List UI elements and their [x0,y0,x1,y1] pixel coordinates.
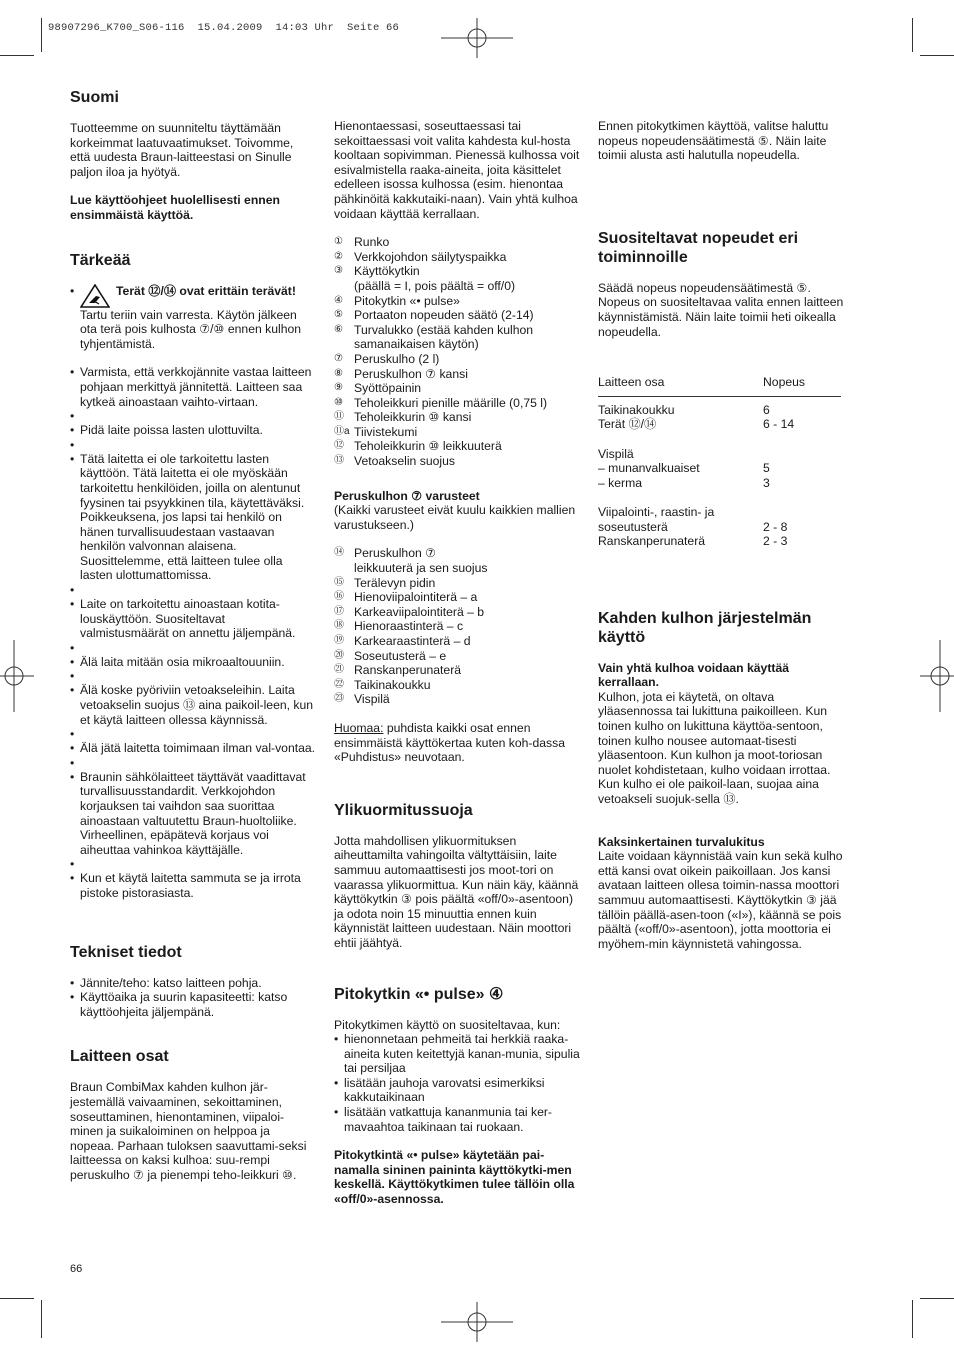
list-item: ㉑ Ranskanperunaterä [334,663,462,678]
list-item: ⑰ Karkeaviipalointiterä – b [334,604,485,619]
list-item: ⑯ Hienoviipalointiterä – a [334,590,478,605]
pulse-intro: Pitokytkimen käyttö on suositeltavaa, kun: [334,1017,561,1032]
list-item: ⑭ Peruskulhon ⑦ leikkuuterä ja sen suojus [334,546,488,576]
list-item: • Älä laita mitään osia mikroaaltouuniin. [70,655,316,670]
column-2 [334,119,584,1207]
table-row: – munanvalkuaiset 5 [598,461,770,476]
list-item: • Käyttöaika ja suurin kapasiteetti: katso käyttöohjeita jäljempänä. [70,990,316,1019]
safety-lock-text: Laite voidaan käynnistää vain kun sekä kulho että kansi ovat oikein paikoillaan. Jos kansi avataan laitteen ollesa toimin-nassa moottori sammuu automaattisesti. Käyttökytkin ③ jää tällöin päällä-asen-toon («I»), käännä se pois päältä («off/0»-asentoon), jotta moottoria ei myöhem-min käynnistetä vahingossa. [598,849,843,951]
list-item: • Laite on tarkoitettu ainoastaan kotita-louskäyttöön. Suositeltavat valmistusmäärät on annettu jäljempänä. [70,597,316,641]
list-item: ⑦ Peruskulho (2 l) [334,351,440,366]
one-bowl-note: Vain yhtä kulhoa voidaan käyttää kerrallaan. [598,660,790,690]
list-item: ① Runko [334,235,390,250]
section-title-tekniset: Tekniset tiedot [70,943,182,961]
column-1 [70,88,316,1183]
table-row [598,490,841,505]
speed-intro: Ennen pitokytkimen käyttöä, valitse haluttu nopeus nopeudensäätimestä ⑤. Näin laite toimii alusta asti halutulla nopeudella. [598,119,829,163]
list-item: • Jännite/teho: katso laitteen pohja. [70,976,316,991]
pulse-list [334,1032,584,1134]
intro-text: Tuotteemme on suunniteltu täyttämään korkeimmat laatuvaatimukset. Toivomme, että uudesta Braun-laitteestasi on Sinulle paljon iloa ja hyötyä. [70,121,294,179]
read-instructions-note: Lue käyttöohjeet huolellisesti ennen ensimmäistä käyttöä. [70,193,280,222]
warning-text: Tartu teriin vain varresta. Käytön jälkeen ota terä pois kulhosta ⑦/⑩ ennen kulhon tyhjentämistä. [80,307,302,351]
crop-mark [920,55,954,56]
table-row: Vispilä [598,446,634,461]
list-item: ⑪a Tiivistekumi [334,424,418,439]
list-item: • Varmista, että verkkojännite vastaa laitteen pohjaan merkittyä jännitettä. Laitteen saa kytkeä ainoastaan vaihto-virtaan. [70,365,316,409]
list-item: ② Verkkojohdon säilytyspaikka [334,249,507,264]
list-item: • Pidä laite poissa lasten ulottuvilta. [70,423,316,438]
table-row: Viipalointi-, raastin- ja [598,504,715,519]
table-row: Ranskanperunaterä 2 - 3 [598,534,788,549]
list-item: ⑥ Turvalukko (estää kahden kulhon samanaikaisen käytön) [334,322,534,352]
registration-mark-top [441,18,513,58]
speed-table [598,375,841,549]
speed-text: Säädä nopeus nopeudensäätimestä ⑤. Nopeus on suositeltavaa valita ennen laitteen käynnistämistä. Näin laite toimii heti oikealla nopeudella. [598,280,844,339]
table-row: soseutusterä 2 - 8 [598,519,788,534]
list-item: • hienonnetaan pehmeitä tai herkkiä raaka-aineita kuten keitettyjä kanan-munia, sipulia tai persiljaa [334,1032,584,1076]
list-item: ⑮ Terälevyn pidin [334,575,436,590]
table-header-row [598,375,841,396]
section-title-ylikuormitus: Ylikuormitussuoja [334,801,473,819]
list-item: ⑩ Teholeikkuri pienille määrille (0,75 l) [334,395,548,410]
table-row: Taikinakoukku 6 [598,402,770,417]
list-item: ④ Pitokytkin «• pulse» [334,293,460,308]
crop-mark [912,18,913,52]
list-item: ㉓ Vispilä [334,692,390,707]
list-item: ⑬ Vetoakselin suojus [334,454,455,469]
list-item: • lisätään jauhoja varovatsi esimerkiksi kakkutaikinaan [334,1076,584,1105]
list-item: • Kun et käytä laitetta sammuta se ja irrota pistoke pistorasiasta. [70,871,316,900]
section-title-tarkeaa: Tärkeää [70,251,131,269]
section-title-nopeudet: Suositeltavat nopeudet eri toiminnoille [598,229,799,266]
list-item: ⑨ Syöttöpainin [334,381,422,396]
table-row [598,432,841,447]
registration-mark-right [920,640,954,712]
registration-mark-left [0,640,34,712]
list-item: ⑤ Portaaton nopeuden säätö (2-14) [334,308,534,323]
list-item: ⑲ Karkearaastinterä – d [334,634,471,648]
list-item: ⑱ Hienoraastinterä – c [334,619,464,634]
list-item: • Älä koske pyöriviin vetoakseleihin. Laita vetoakselin suojus ⑬ aina paikoil-leen, kun et käytä laitteen ollessa käynnissä. [70,683,316,727]
list-item: • Tätä laitetta ei ole tarkoitettu lasten käyttöön. Tätä laitetta ei ole myöskään tarkoitettu henkilöiden, joilla on alentunut fyysinen tai psyykkinen tila, käytettäväksi. Poikkeuksena, jos lapsi tai henkilö on hänen turvallisuudestaan vastaavan henkilön valvonnan alaisena. Suosittelemme, että laitteen tulee olla lasten ulottumattomissa. [70,452,316,583]
table-row: Terät ⑫/⑭ 6 - 14 [598,417,795,432]
bowl-intro: Hienontaessasi, soseuttaessasi tai sekoittaessasi voit valita kahdesta kul-hosta kooltaan sopivimman. Pienessä kulhossa voit esivalmistella raaka-aineita, joita käsittelet edelleen isossa kulhossa (esim. hienontaa pähkinöitä kakkutaiki-naan). Vain yhtä kulhoa voidaan käyttää kerrallaan. [334,119,580,221]
pulse-bold-note: Pitokytkintä «• pulse» käytetään pai-namalla sininen painintа käyttökytki-men keskellä. Käyttökytkimen tulee tällöin olla «off/0»-asennossa. [334,1148,575,1207]
two-bowl-text: Kulhon, jota ei käytetä, on oltava yläasennossa tai lukittuna paikoilleen. Kun toinen kulho on lukittuna käyttöa-sentoon, toinen kulho nousee automaat-tisesti yläasentoon. Kun kulhon ja moot-toriosan nuolet kohdistetaan, kulho voidaan irrottaa. Kun kulho ei ole paikoil-laan, suojaa aina vetoakseli suojuk-sella ⑬. [598,689,831,807]
crop-mark [41,18,42,52]
list-item: ㉒ Taikinakoukku [334,677,431,692]
safety-lock-title: Kaksinkertainen turvalukitus [598,834,765,849]
list-item: ⑳ Soseutusterä – e [334,648,447,663]
list-item: ⑪ Teholeikkurin ⑩ kansi [334,410,472,425]
list-item: • Älä jätä laitetta toimimaan ilman val-vontaa. [70,741,316,756]
crop-mark [920,1298,954,1299]
note-cleaning: Huomaa: puhdista kaikki osat ennen ensimmäistä käyttökertaa kuten koh-dassa «Puhdistus» neuvotaan. [334,720,565,765]
crop-mark [912,1300,913,1338]
important-list [70,284,316,352]
list-item: • Braunin sähkölaitteet täyttävät vaadittavat turvallisuusstandardit. Verkkojohdon korjauksen tai vaihdon saa suorittaa ainoastaan valtuutettu Braun-huoltoliike. Virheellinen, epäpätevä korjaus voi aiheuttaa vahinkoa käyttäjälle. [70,770,316,858]
warning-bold: • Terät ⑫/⑭ ovat erittäin terävät! [116,283,296,298]
accessories-list [334,546,584,707]
warning-sharp-blade-icon [80,284,110,308]
parts-intro: Braun CombiMax kahden kulhon jär-jestemällä vaivaaminen, sekoittaminen, soseuttaminen, hienontaminen, viipaloi-minen ja suikaloiminen on helppoa ja nopeaa. Parhaan tuloksen saavuttami-seksi laitteessa on kaksi kulhoa: suu-rempi peruskulho ⑦ ja pienempi teho-leikkuri ⑩. [70,1080,307,1182]
page-number: 66 [70,1263,83,1275]
section-title-osat: Laitteen osat [70,1048,169,1066]
section-title-kahden-kulhon: Kahden kulhon järjestelmän käyttö [598,609,812,646]
table-header-part: Laitteen osa [598,375,763,396]
section-title-suomi: Suomi [70,89,119,106]
section-title-pitokytkin: Pitokytkin «• pulse» ④ [334,985,504,1003]
crop-mark [0,1298,34,1299]
list-item: • lisätään vatkattuja kananmunia tai ker-mavaahtoa taikinaan tai ruokaan. [334,1105,584,1134]
list-item [70,284,316,352]
overload-text: Jotta mahdollisen ylikuormituksen aiheuttamilta vahingoilta vältyttäisiin, laite sammuu automaattisesti jos moot-tori on vaarassa ylikuormittua. Kun näin käy, käännä käyttökytkin ③ pois päältä «off/0»-asentoon) ja odota noin 15 minuuttia ennen kuin käynnistät laitteen uudestaan. Näin moottori ehtii jäähtyä. [334,833,579,950]
column-3 [598,119,844,951]
crop-mark [0,55,34,56]
print-header: 98907296_K700_S06-116 15.04.2009 14:03 Uhr Seite 66 [48,22,400,34]
accessories-title: Peruskulhon ⑦ varusteet [334,488,480,503]
table-row: – kerma 3 [598,475,770,490]
accessories-note: (Kaikki varusteet eivät kuulu kaikkien mallien varustukseen.) [334,503,576,532]
list-item: ③ Käyttökytkin (päällä = I, pois päältä = off/0) [334,264,516,293]
table-header-speed: Nopeus [763,375,841,396]
tech-list [70,976,316,1020]
list-item: ⑧ Peruskulhon ⑦ kansi [334,366,468,381]
list-item: ⑫ Teholeikkurin ⑩ leikkuuterä [334,439,502,454]
parts-list [334,235,584,469]
important-list-rest [70,365,316,900]
crop-mark [41,1300,42,1338]
registration-mark-bottom [441,1302,513,1342]
